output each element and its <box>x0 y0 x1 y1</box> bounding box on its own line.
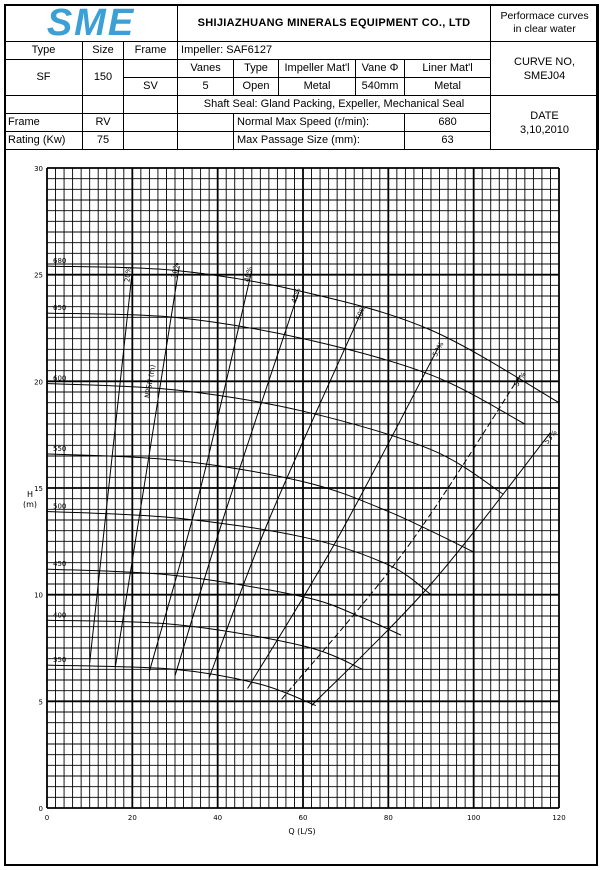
speed-curve-label: 680 <box>53 257 67 266</box>
y-tick-label: 15 <box>34 485 43 493</box>
liner-material-value: Metal <box>405 78 491 96</box>
curve-no-value: SMEJ04 <box>523 69 566 82</box>
company-logo: SME <box>46 4 136 42</box>
liner-material-label: Liner Mat'l <box>405 60 491 78</box>
frame-row-value: RV <box>83 114 124 132</box>
x-tick-label: 20 <box>127 814 137 822</box>
date-value: 3,10,2010 <box>520 123 569 136</box>
efficiency-curve-label: 20% <box>123 266 134 283</box>
speed-curve <box>47 665 316 706</box>
y-tick-label: 20 <box>34 378 43 387</box>
vane-diameter-label: Vane Φ <box>356 60 405 78</box>
x-tick-label: 120 <box>552 814 566 822</box>
x-tick-label: 60 <box>298 814 308 822</box>
speed-curve-label: 600 <box>53 374 67 383</box>
x-tick-label: 100 <box>466 814 481 822</box>
y-axis-label-unit: (m) <box>22 500 38 509</box>
speed-curve-label: 400 <box>53 611 67 620</box>
efficiency-curve-label: 56% <box>512 370 528 389</box>
vanes-value: 5 <box>178 78 234 96</box>
efficiency-curve-label: 40% <box>242 265 255 283</box>
date-label: DATE <box>530 109 559 122</box>
speed-curve-label: 650 <box>53 304 67 313</box>
x-axis-label: Q (L/S) <box>288 827 316 836</box>
performance-note-line2: in clear water <box>513 23 576 35</box>
vanes-label: Vanes <box>178 60 234 78</box>
impeller-label: Impeller: SAF6127 <box>178 42 491 60</box>
frame-row-label: Frame <box>5 114 83 132</box>
vane-diameter-value: 540mm <box>356 78 405 96</box>
max-passage-label: Max Passage Size (mm): <box>234 132 405 150</box>
y-axis-label-symbol: H <box>26 490 34 499</box>
chart-labels <box>53 257 559 664</box>
speed-curve <box>47 569 401 635</box>
y-tick-label: 30 <box>34 165 43 173</box>
x-tick-label: 80 <box>383 814 393 822</box>
speed-curve <box>47 620 363 669</box>
x-tick-label: 0 <box>44 814 50 822</box>
company-name: SHIJIAZHUANG MINERALS EQUIPMENT CO., LTD <box>178 5 491 42</box>
size-value: 150 <box>83 60 124 96</box>
max-speed-value: 680 <box>405 114 491 132</box>
y-tick-label: 5 <box>38 698 43 707</box>
impeller-type-value: Open <box>234 78 279 96</box>
efficiency-curve-label: 53% <box>431 340 446 358</box>
npsh-label: NPSH (m) <box>143 364 158 399</box>
speed-curve-label: 550 <box>53 444 67 453</box>
efficiency-curve-label: 50% <box>354 304 368 322</box>
curve-no-label: CURVE NO, <box>514 55 575 68</box>
efficiency-curve-label: 53% <box>542 428 559 446</box>
speed-curve-label: 350 <box>53 656 67 665</box>
impeller-type-label: Type <box>234 60 279 78</box>
impeller-material-label: Impeller Mat'l <box>279 60 356 78</box>
y-tick-label: 0 <box>38 805 43 813</box>
max-speed-label: Normal Max Speed (r/min): <box>234 114 405 132</box>
type-label: Type <box>5 42 83 60</box>
x-tick-label: 40 <box>213 814 223 822</box>
chart-grid <box>34 165 566 822</box>
impeller-material-value: Metal <box>279 78 356 96</box>
rating-label: Rating (Kw) <box>5 132 83 150</box>
frame-value: SV <box>124 78 178 96</box>
speed-curve-label: 500 <box>53 502 67 511</box>
shaft-seal-label: Shaft Seal: Gland Packing, Expeller, Mechanical Seal <box>178 96 491 114</box>
performance-note-line1: Performace curves <box>500 10 589 22</box>
efficiency-curve-label: 45% <box>290 287 303 305</box>
speed-curve-label: 450 <box>53 560 67 569</box>
max-passage-value: 63 <box>405 132 491 150</box>
size-label: Size <box>83 42 124 60</box>
frame-label: Frame <box>124 42 178 60</box>
efficiency-curve-label: 30% <box>170 261 181 279</box>
rating-value: 75 <box>83 132 124 150</box>
y-tick-label: 10 <box>34 591 43 600</box>
type-value: SF <box>5 60 83 96</box>
y-tick-label: 25 <box>34 271 43 280</box>
